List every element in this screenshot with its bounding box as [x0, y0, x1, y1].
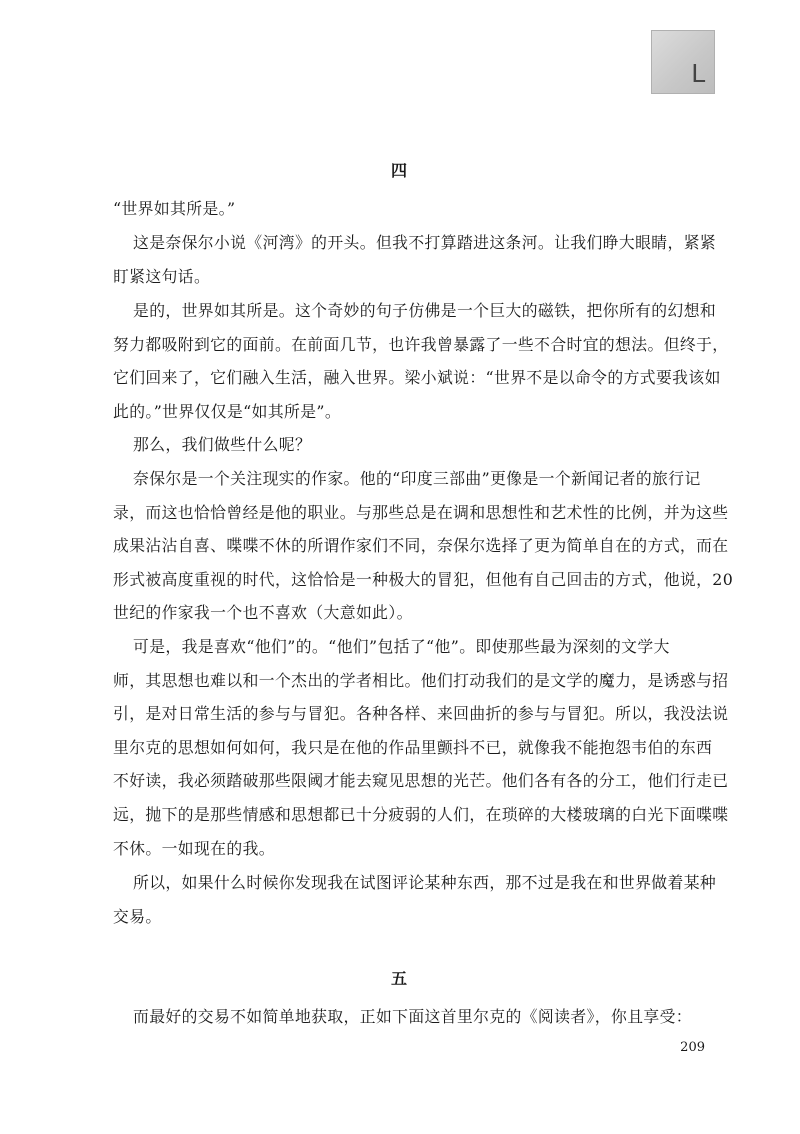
- chapter-letter: L: [691, 58, 706, 88]
- paragraph: 可是，我是喜欢“他们”的。“他们”包括了“他”。即使那些最为深刻的文学大 师，其思想也难以和一个杰出的学者相比。他们打动我们的是文学的魔力，是诱惑与招 引，是对日常生活的参与与冒犯。各种各样、来回曲折的参与与冒犯。所以，我没法说 里尔克的思想如何如何，我只是在他的作品里颤抖不已，就像我不能抱怨韦伯的东西 不好读，我必须踏破那些限阈才能去窥见思想的光芒。他们各有各的分工，他们行走已 远，抛下的是那些情感和思想都已十分疲弱的人们，在琐碎的大楼玻璃的白光下面喋喋 不休。一如现在的我。: [113, 637, 729, 858]
- section-heading-5: 五: [390, 969, 409, 988]
- paragraph: “世界如其所是。”: [113, 199, 236, 218]
- section-heading-4: 四: [390, 161, 409, 180]
- paragraph: 那么，我们做些什么呢？: [133, 435, 312, 454]
- paragraph: 所以，如果什么时候你发现我在试图评论某种东西，那不过是我在和世界做着某种 交易。: [113, 873, 717, 926]
- paragraph: 奈保尔是一个关注现实的作家。他的“印度三部曲”更像是一个新闻记者的旅行记 录，而这也恰恰曾经是他的职业。与那些总是在调和思想性和艺术性的比例，并为这些 成果沾沾自喜、喋喋不休的所谓作家们不同，奈保尔选择了更为简单自在的方式，而在 形式被高度重视的时代，这恰恰是一种极大的冒犯，但他有自己回击的方式，他说，20 世纪的作家我一个也不喜欢（大意如此）。: [113, 469, 734, 623]
- paragraph: 而最好的交易不如简单地获取，正如下面这首里尔克的《阅读者》，你且享受：: [133, 1007, 692, 1026]
- paragraph: 是的，世界如其所是。这个奇妙的句子仿佛是一个巨大的磁铁，把你所有的幻想和 努力都吸附到它的面前。在前面几节，也许我曾暴露了一些不合时宜的想法。但终于， 它们回来了，它们融入生活，融入世界。梁小斌说：“世界不是以命令的方式要我该如 此的。”世界仅仅是“如其所是”。: [113, 301, 729, 421]
- page-number: 209: [680, 1040, 705, 1055]
- paragraph: 这是奈保尔小说《河湾》的开头。但我不打算踏进这条河。让我们睁大眼睛，紧紧 盯紧这句话。: [113, 233, 717, 286]
- chapter-tab: [651, 30, 715, 94]
